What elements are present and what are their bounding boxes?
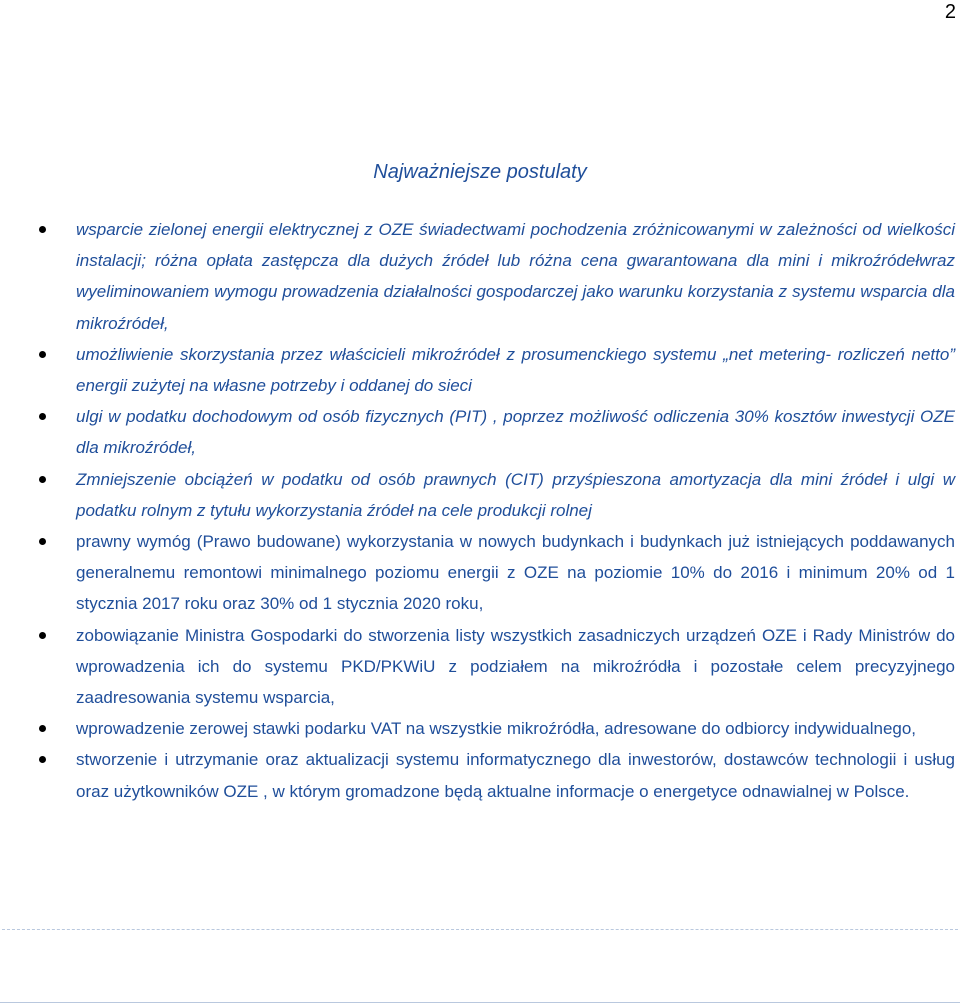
list-item-text: stworzenie i utrzymanie oraz aktualizacji systemu informatycznego dla inwestorów, dostawców technologii i usług oraz użytkowników OZE , w którym gromadzone będą aktualne informacje o energetyce odnawialnej w Polsce. (76, 750, 955, 801)
bullet-icon (39, 413, 46, 420)
bullet-icon (39, 351, 46, 358)
bullet-icon (39, 476, 46, 483)
list-item (0, 526, 960, 620)
bullet-icon (39, 632, 46, 639)
list-item (0, 713, 960, 744)
postulates-list (0, 214, 960, 807)
list-item (0, 214, 960, 339)
list-item-text: prawny wymóg (Prawo budowane) wykorzystania w nowych budynkach i budynkach już istniejących poddawanych generalnemu remontowi minimalnego poziomu energii z OZE na poziomie 10% do 2016 i minimum 20% od 1 stycznia 2017 roku oraz 30% od 1 stycznia 2020 roku, (76, 532, 955, 614)
bullet-icon (39, 725, 46, 732)
bullet-icon (39, 756, 46, 763)
list-item (0, 464, 960, 526)
list-item-text: zobowiązanie Ministra Gospodarki do stworzenia listy wszystkich zasadniczych urządzeń OZE i Rady Ministrów do wprowadzenia ich do systemu PKD/PKWiU z podziałem na mikroźródła i pozostałe celem precyzyjnego zaadresowania systemu wsparcia, (76, 625, 955, 708)
list-item (0, 401, 960, 463)
list-item-text: wsparcie zielonej energii elektrycznej z OZE świadectwami pochodzenia zróżnicowanymi w zależności od wielkości instalacji; różna opłata zastępcza dla dużych źródeł lub różna cena gwarantowana dla mini i mikroźródełwraz wyeliminowaniem wymogu prowadzenia działalności gospodarczej jako warunku korzystania z systemu wsparcia dla mikroźródeł, (76, 220, 955, 333)
list-item (0, 339, 960, 401)
list-item-text: umożliwienie skorzystania przez właścicieli mikroźródeł z prosumenckiego systemu „net metering- rozliczeń netto” energii zużytej na własne potrzeby i oddanej do sieci (76, 344, 955, 396)
page-number: 2 (944, 1, 956, 23)
page-title: Najważniejsze postulaty (373, 161, 587, 183)
footer-divider (2, 929, 958, 930)
bullet-icon (39, 538, 46, 545)
list-item-text: ulgi w podatku dochodowym od osób fizycznych (PIT) , poprzez możliwość odliczenia 30% kosztów inwestycji OZE dla mikroźródeł, (76, 407, 955, 458)
list-item (0, 744, 960, 806)
bottom-divider (0, 1002, 960, 1003)
bullet-icon (39, 226, 46, 233)
list-item-text: wprowadzenie zerowej stawki podarku VAT na wszystkie mikroźródła, adresowane do odbiorcy indywidualnego, (76, 719, 917, 739)
list-item (0, 620, 960, 714)
list-item-text: Zmniejszenie obciążeń w podatku od osób prawnych (CIT) przyśpieszona amortyzacja dla mini źródeł i ulgi w podatku rolnym z tytułu wykorzystania źródeł na cele produkcji rolnej (76, 469, 955, 520)
